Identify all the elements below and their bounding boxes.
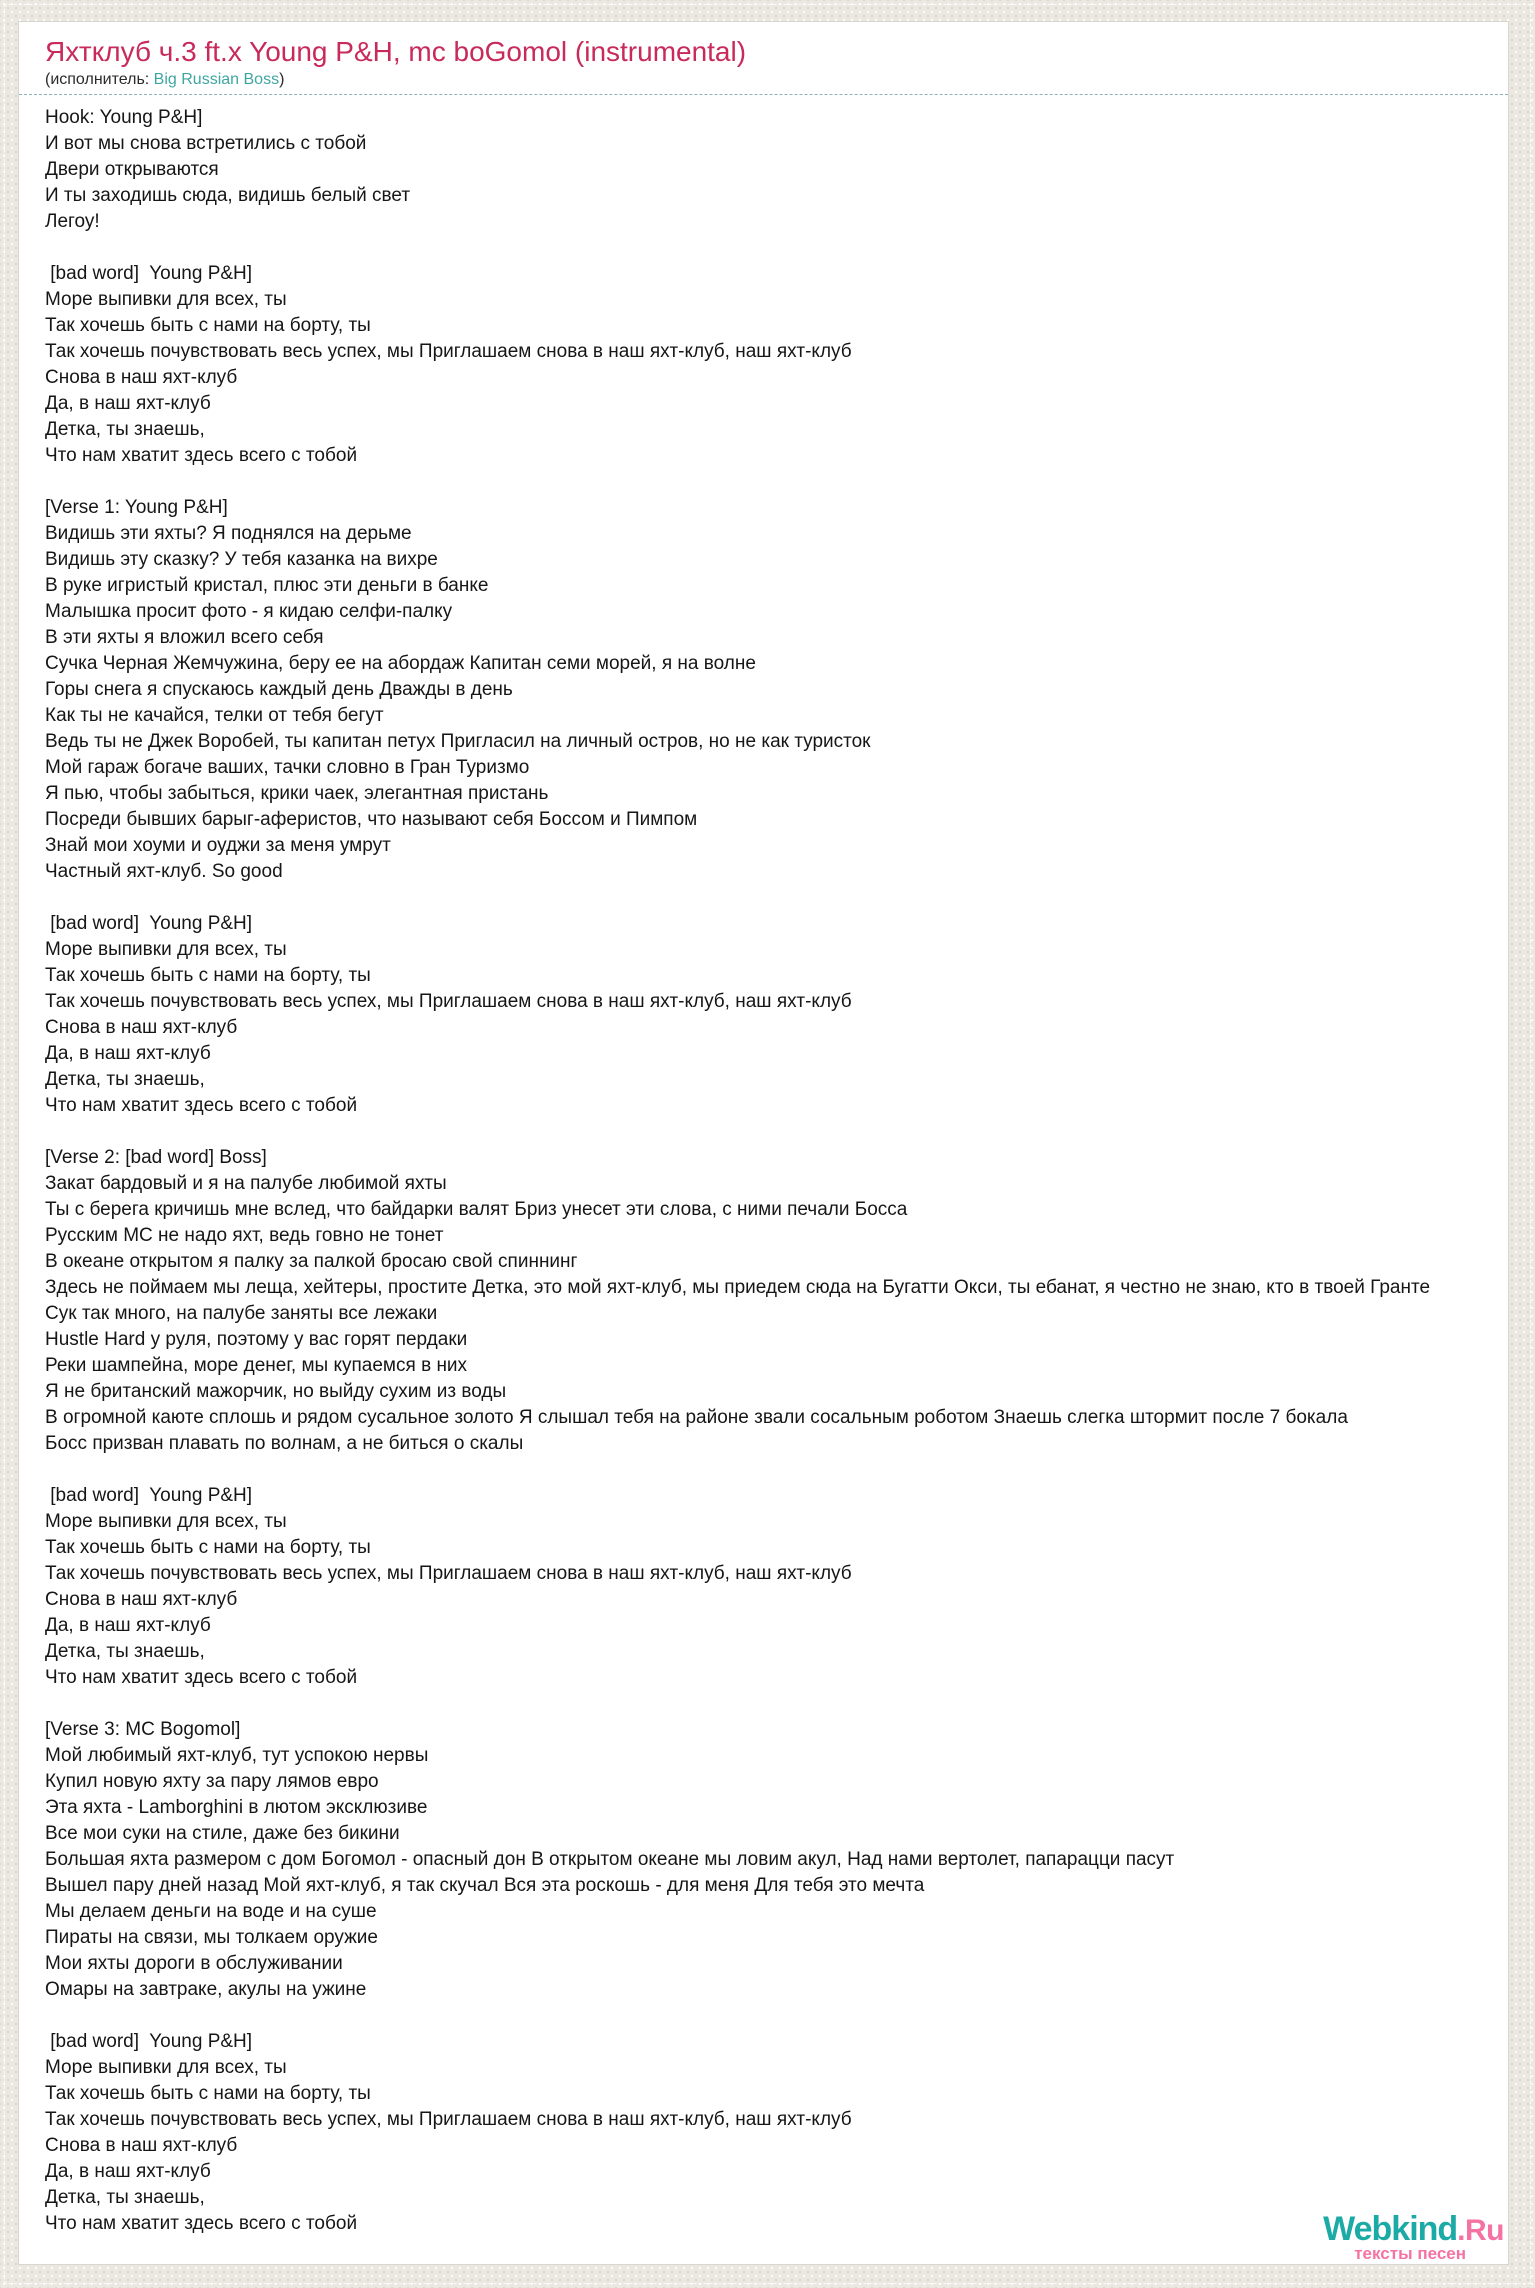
content-card: [18, 21, 1509, 2265]
logo-suffix: .Ru: [1457, 2214, 1504, 2247]
lyric-line: Детка, ты знаешь,: [45, 419, 205, 440]
lyric-line: В океане открытом я палку за палкой бросаю свой спиннинг: [45, 1251, 578, 1272]
lyric-line: Что нам хватит здесь всего с тобой: [45, 2213, 358, 2234]
lyric-line: Купил новую яхту за пару лямов евро: [45, 1771, 379, 1792]
lyric-line: Снова в наш яхт-клуб: [45, 2135, 238, 2156]
lyric-line: [bad word] Young P&H]: [45, 2031, 253, 2052]
lyric-line: В руке игристый кристал, плюс эти деньги в банке: [45, 575, 489, 596]
lyric-line: Детка, ты знаешь,: [45, 1641, 205, 1662]
lyric-line: [Verse 2: [bad word] Boss]: [45, 1147, 267, 1168]
lyric-line: Так хочешь почувствовать весь успех, мы Приглашаем снова в наш яхт-клуб, наш яхт-клуб: [45, 341, 852, 362]
lyric-line: Я не британский мажорчик, но выйду сухим из воды: [45, 1381, 507, 1402]
lyric-line: Закат бардовый и я на палубе любимой яхты: [45, 1173, 447, 1194]
lyric-line: Да, в наш яхт-клуб: [45, 1043, 211, 1064]
lyric-line: Мои яхты дороги в обслуживании: [45, 1953, 343, 1974]
lyric-line: Босс призван плавать по волнам, а не биться о скалы: [45, 1433, 524, 1454]
lyric-line: [45, 2003, 1508, 2029]
lyric-line: Я пью, чтобы забыться, крики чаек, элегантная пристань: [45, 783, 549, 804]
page-title: Яхтклуб ч.3 ft.x Young P&H, mc boGomol (instrumental): [45, 36, 747, 67]
lyric-line: Море выпивки для всех, ты: [45, 2057, 287, 2078]
lyric-line: Горы снега я спускаюсь каждый день Дважды в день: [45, 679, 513, 700]
lyric-line: Мой любимый яхт-клуб, тут успокою нервы: [45, 1745, 429, 1766]
lyric-line: [45, 469, 1508, 495]
lyric-line: [bad word] Young P&H]: [45, 913, 253, 934]
lyric-line: Да, в наш яхт-клуб: [45, 393, 211, 414]
lyric-line: Посреди бывших барыг-аферистов, что называют себя Боссом и Пимпом: [45, 809, 698, 830]
lyric-line: Русским МС не надо яхт, ведь говно не тонет: [45, 1225, 444, 1246]
lyric-line: Легоу!: [45, 211, 100, 232]
lyric-line: Да, в наш яхт-клуб: [45, 2161, 211, 2182]
logo-main: Webkind: [1323, 2210, 1458, 2248]
lyric-line: Сучка Черная Жемчужина, беру ее на абордаж Капитан семи морей, я на волне: [45, 653, 756, 674]
lyric-line: Так хочешь почувствовать весь успех, мы Приглашаем снова в наш яхт-клуб, наш яхт-клуб: [45, 1563, 852, 1584]
lyric-line: Ты с берега кричишь мне вслед, что байдарки валят Бриз унесет эти слова, с ними печали Босса: [45, 1199, 908, 1220]
lyric-line: Детка, ты знаешь,: [45, 2187, 205, 2208]
lyric-line: Омары на завтраке, акулы на ужине: [45, 1979, 367, 2000]
lyric-line: Hustle Hard у руля, поэтому у вас горят пердаки: [45, 1329, 468, 1350]
lyric-line: И вот мы снова встретились с тобой: [45, 133, 367, 154]
lyric-line: Пираты на связи, мы толкаем оружие: [45, 1927, 378, 1948]
lyric-line: Детка, ты знаешь,: [45, 1069, 205, 1090]
lyric-line: Снова в наш яхт-клуб: [45, 367, 238, 388]
lyric-line: Ведь ты не Джек Воробей, ты капитан петух Пригласил на личный остров, но не как туристок: [45, 731, 871, 752]
lyric-line: [bad word] Young P&H]: [45, 263, 253, 284]
lyric-line: [45, 1691, 1508, 1717]
lyric-line: Эта яхта - Lamborghini в лютом эксклюзиве: [45, 1797, 428, 1818]
lyric-line: Что нам хватит здесь всего с тобой: [45, 445, 358, 466]
lyric-line: Море выпивки для всех, ты: [45, 1511, 287, 1532]
webkind-logo[interactable]: [1323, 2212, 1504, 2261]
lyric-line: Так хочешь почувствовать весь успех, мы Приглашаем снова в наш яхт-клуб, наш яхт-клуб: [45, 991, 852, 1012]
lyric-line: Снова в наш яхт-клуб: [45, 1589, 238, 1610]
lyric-line: Так хочешь быть с нами на борту, ты: [45, 965, 371, 986]
lyric-line: Что нам хватит здесь всего с тобой: [45, 1667, 358, 1688]
lyric-line: Так хочешь быть с нами на борту, ты: [45, 315, 371, 336]
lyric-line: Снова в наш яхт-клуб: [45, 1017, 238, 1038]
lyric-line: Видишь эту сказку? У тебя казанка на вихре: [45, 549, 438, 570]
artist-link[interactable]: Big Russian Boss: [153, 71, 280, 88]
lyric-line: Так хочешь быть с нами на борту, ты: [45, 1537, 371, 1558]
lyric-line: [45, 235, 1508, 261]
lyric-line: Как ты не качайся, телки от тебя бегут: [45, 705, 384, 726]
lyric-line: [45, 1119, 1508, 1145]
lyric-line: Двери открываются: [45, 159, 219, 180]
lyric-line: В эти яхты я вложил всего себя: [45, 627, 324, 648]
header: [19, 22, 1508, 95]
lyric-line: И ты заходишь сюда, видишь белый свет: [45, 185, 411, 206]
logo-tagline: тексты песен: [1354, 2244, 1466, 2263]
lyric-line: Сук так много, на палубе заняты все лежаки: [45, 1303, 438, 1324]
lyric-line: [bad word] Young P&H]: [45, 1485, 253, 1506]
lyric-line: В огромной каюте сплошь и рядом сусальное золото Я слышал тебя на районе звали сосальным роботом Знаешь слегка штормит после 7 бокала: [45, 1407, 1348, 1428]
artist-label-suffix: ): [279, 71, 285, 88]
lyric-line: Частный яхт-клуб. So good: [45, 861, 283, 882]
lyric-line: Вышел пару дней назад Мой яхт-клуб, я так скучал Вся эта роскошь - для меня Для тебя это мечта: [45, 1875, 925, 1896]
lyric-line: [Verse 3: MC Bogomol]: [45, 1719, 241, 1740]
lyric-line: Hook: Young P&H]: [45, 107, 203, 128]
lyric-line: Мой гараж богаче ваших, тачки словно в Гран Туризмо: [45, 757, 530, 778]
artist-line: [45, 69, 1482, 91]
lyric-line: Что нам хватит здесь всего с тобой: [45, 1095, 358, 1116]
lyric-line: Здесь не поймаем мы леща, хейтеры, простите Детка, это мой яхт-клуб, мы приедем сюда на Бугатти Окси, ты ебанат, я честно не знаю, кто в твоей Гранте: [45, 1277, 1431, 1298]
lyric-line: Мы делаем деньги на воде и на суше: [45, 1901, 377, 1922]
lyric-line: Большая яхта размером с дом Богомол - опасный дон В открытом океане мы ловим акул, Над нами вертолет, папарацци пасут: [45, 1849, 1175, 1870]
lyric-line: Реки шампейна, море денег, мы купаемся в них: [45, 1355, 468, 1376]
lyric-line: [45, 1457, 1508, 1483]
lyric-line: Все мои суки на стиле, даже без бикини: [45, 1823, 400, 1844]
lyric-line: Да, в наш яхт-клуб: [45, 1615, 211, 1636]
lyrics-block: [45, 105, 1508, 2237]
artist-label: (исполнитель:: [45, 71, 154, 88]
lyric-line: Море выпивки для всех, ты: [45, 939, 287, 960]
lyric-line: Море выпивки для всех, ты: [45, 289, 287, 310]
lyric-line: [Verse 1: Young P&H]: [45, 497, 228, 518]
lyric-line: Так хочешь быть с нами на борту, ты: [45, 2083, 371, 2104]
lyric-line: [45, 885, 1508, 911]
lyric-line: Так хочешь почувствовать весь успех, мы Приглашаем снова в наш яхт-клуб, наш яхт-клуб: [45, 2109, 852, 2130]
lyric-line: Видишь эти яхты? Я поднялся на дерьме: [45, 523, 412, 544]
lyric-line: Знай мои хоуми и оуджи за меня умрут: [45, 835, 391, 856]
lyric-line: Малышка просит фото - я кидаю селфи-палку: [45, 601, 453, 622]
